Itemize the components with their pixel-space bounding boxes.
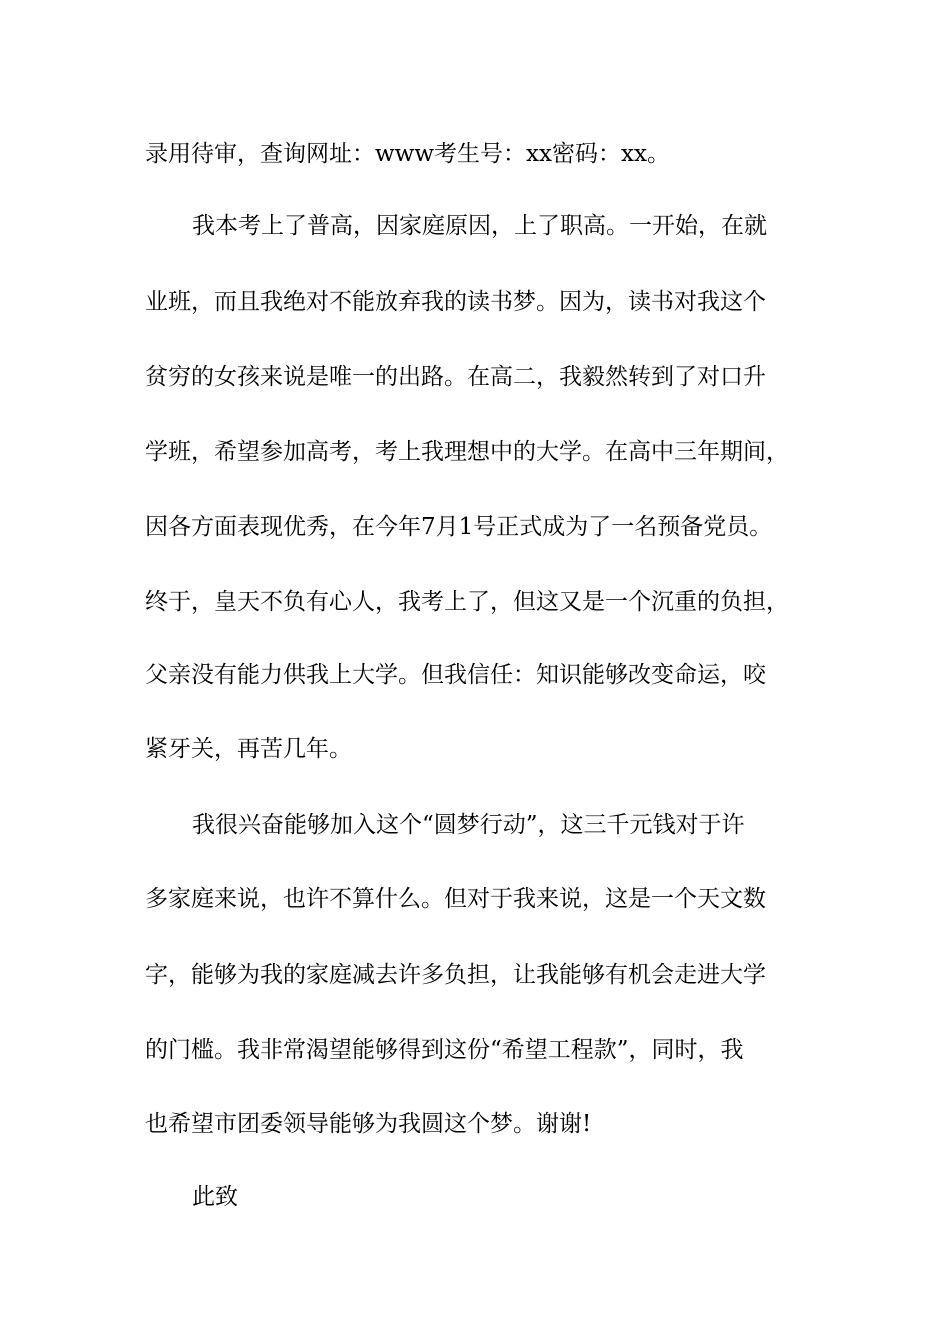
paragraph-3-line-4: 的门槛。我非常渴望能够得到这份“希望工程款”，同时，我 (145, 1037, 744, 1063)
paragraph-3-line-2: 多家庭来说，也许不算什么。但对于我来说，这是一个天文数 (145, 886, 766, 912)
paragraph-2-line-4: 学班，希望参加高考，考上我理想中的大学。在高中三年期间， (145, 439, 789, 465)
paragraph-2-line-2: 业班，而且我绝对不能放弃我的读书梦。因为，读书对我这个 (145, 289, 766, 315)
paragraph-3-line-5: 也希望市团委领导能够为我圆这个梦。谢谢! (145, 1111, 592, 1137)
paragraph-3-line-3: 字，能够为我的家庭减去许多负担，让我能够有机会走进大学 (145, 962, 766, 988)
paragraph-2-line-5: 因各方面表现优秀，在今年7月1号正式成为了一名预备党员。 (145, 514, 773, 540)
paragraph-3-line-1: 我很兴奋能够加入这个“圆梦行动”，这三千元钱对于许 (192, 812, 745, 838)
paragraph-2-line-6: 终于，皇天不负有心人，我考上了，但这又是一个沉重的负担， (145, 589, 789, 615)
paragraph-2-line-8: 紧牙关，再苦几年。 (145, 736, 352, 762)
paragraph-2-line-1: 我本考上了普高，因家庭原因，上了职高。一开始，在就 (192, 213, 767, 239)
text-line-1: 录用待审，查询网址：www考生号：xx密码：xx。 (145, 141, 670, 167)
paragraph-2-line-7: 父亲没有能力供我上大学。但我信任：知识能够改变命运，咬 (145, 662, 766, 688)
paragraph-2-line-3: 贫穷的女孩来说是唯一的出路。在高二，我毅然转到了对口升 (145, 364, 766, 390)
closing-salutation: 此致 (192, 1184, 238, 1210)
